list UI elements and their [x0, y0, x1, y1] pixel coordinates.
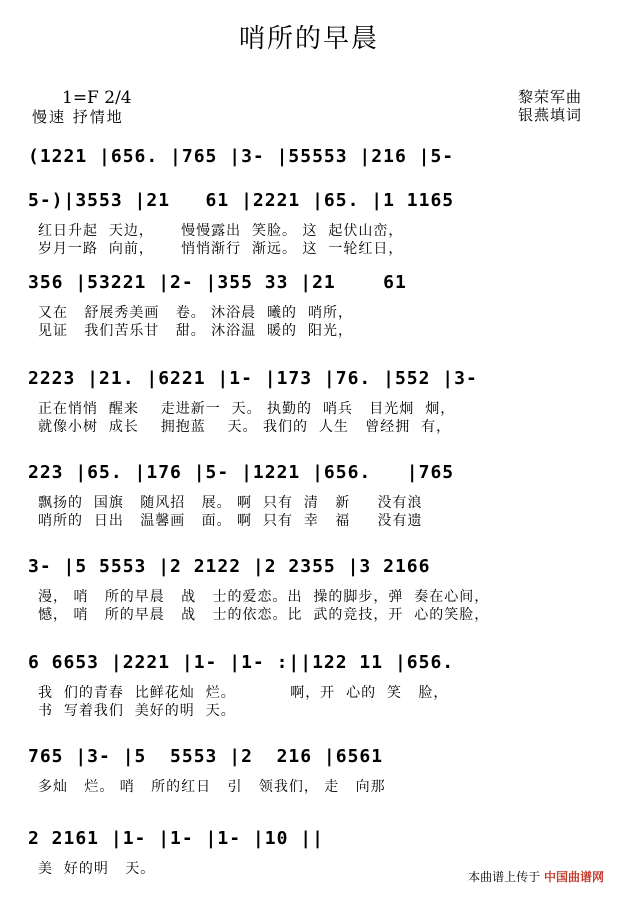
lyric-verse-2: 岁月一路 向前， 悄悄渐行 渐远。 这 一轮红日， — [38, 241, 404, 257]
song-title: 哨所的早晨 — [238, 24, 379, 54]
tempo-marking: 慢速 抒情地 — [32, 108, 124, 126]
score-system — [0, 746, 618, 836]
lyric-verse-1: 我 们的青春 比鲜花灿 烂。 啊，开 心的 笑 脸， — [38, 685, 449, 701]
score-system — [0, 272, 618, 362]
notes-line: 3- |5 5553 |2 2122 |2 2355 |3 2166 — [28, 556, 431, 577]
site-logo: 中国曲谱网 — [543, 870, 604, 884]
lyric-verse-2: 哨所的 日出 温馨画 面。 啊 只有 幸 福 没有遗 — [38, 513, 423, 529]
score-system — [0, 556, 618, 646]
notes-line: 6 6653 |2221 |1- |1- :||122 11 |656. — [28, 652, 455, 673]
notes-line: 2 2161 |1- |1- |1- |10 || — [28, 828, 324, 849]
notes-line: (1221 |656. |765 |3- |55553 |216 |5- — [28, 146, 455, 167]
notes-line: 765 |3- |5 5553 |2 216 |6561 — [28, 746, 384, 767]
upload-text: 本曲谱上传于 — [468, 870, 541, 884]
key-signature: 1=F 2/4 — [62, 88, 132, 108]
score-system — [0, 190, 618, 280]
lyric-verse-1: 飘扬的 国旗 随风招 展。 啊 只有 清 新 没有浪 — [38, 495, 423, 511]
score-system — [0, 462, 618, 552]
upload-footer — [468, 868, 604, 885]
lyric-verse-1: 漫， 哨 所的早晨 战 士的爱恋。出 操的脚步，弹 奏在心间， — [38, 589, 490, 605]
composer-credit: 黎荣军曲 — [517, 88, 582, 106]
lyric-verse-1: 又在 舒展秀美画 卷。 沐浴晨 曦的 哨所， — [38, 305, 353, 321]
lyric-verse-2: 见证 我们苦乐甘 甜。 沐浴温 暖的 阳光， — [38, 323, 353, 339]
lyric-verse-2: 书 写着我们 美好的明 天。 — [38, 703, 236, 719]
notes-line: 5-)|3553 |21 61 |2221 |65. |1 1165 — [28, 190, 455, 211]
lyric-verse-2: 憾， 哨 所的早晨 战 士的依恋。比 武的竞技，开 心的笑脸， — [38, 607, 490, 623]
lyric-verse-1: 多灿 烂。 哨 所的红日 引 领我们， 走 向那 — [38, 779, 386, 795]
lyricist-credit: 银燕填词 — [517, 106, 582, 124]
notes-line: 356 |53221 |2- |355 33 |21 61 — [28, 272, 407, 293]
lyric-verse-1: 红日升起 天边， 慢慢露出 笑脸。 这 起伏山峦， — [38, 223, 404, 239]
notes-line: 223 |65. |176 |5- |1221 |656. |765 — [28, 462, 455, 483]
lyric-verse-1: 美 好的明 天。 — [38, 861, 156, 877]
lyric-verse-2: 就像小树 成长 拥抱蓝 天。 我们的 人生 曾经拥 有， — [38, 419, 452, 435]
score-system — [0, 652, 618, 742]
score-system — [0, 368, 618, 458]
notes-line: 2223 |21. |6221 |1- |173 |76. |552 |3- — [28, 368, 478, 389]
lyric-verse-1: 正在悄悄 醒来 走进新一 天。 执勤的 哨兵 目光炯 炯， — [38, 401, 456, 417]
